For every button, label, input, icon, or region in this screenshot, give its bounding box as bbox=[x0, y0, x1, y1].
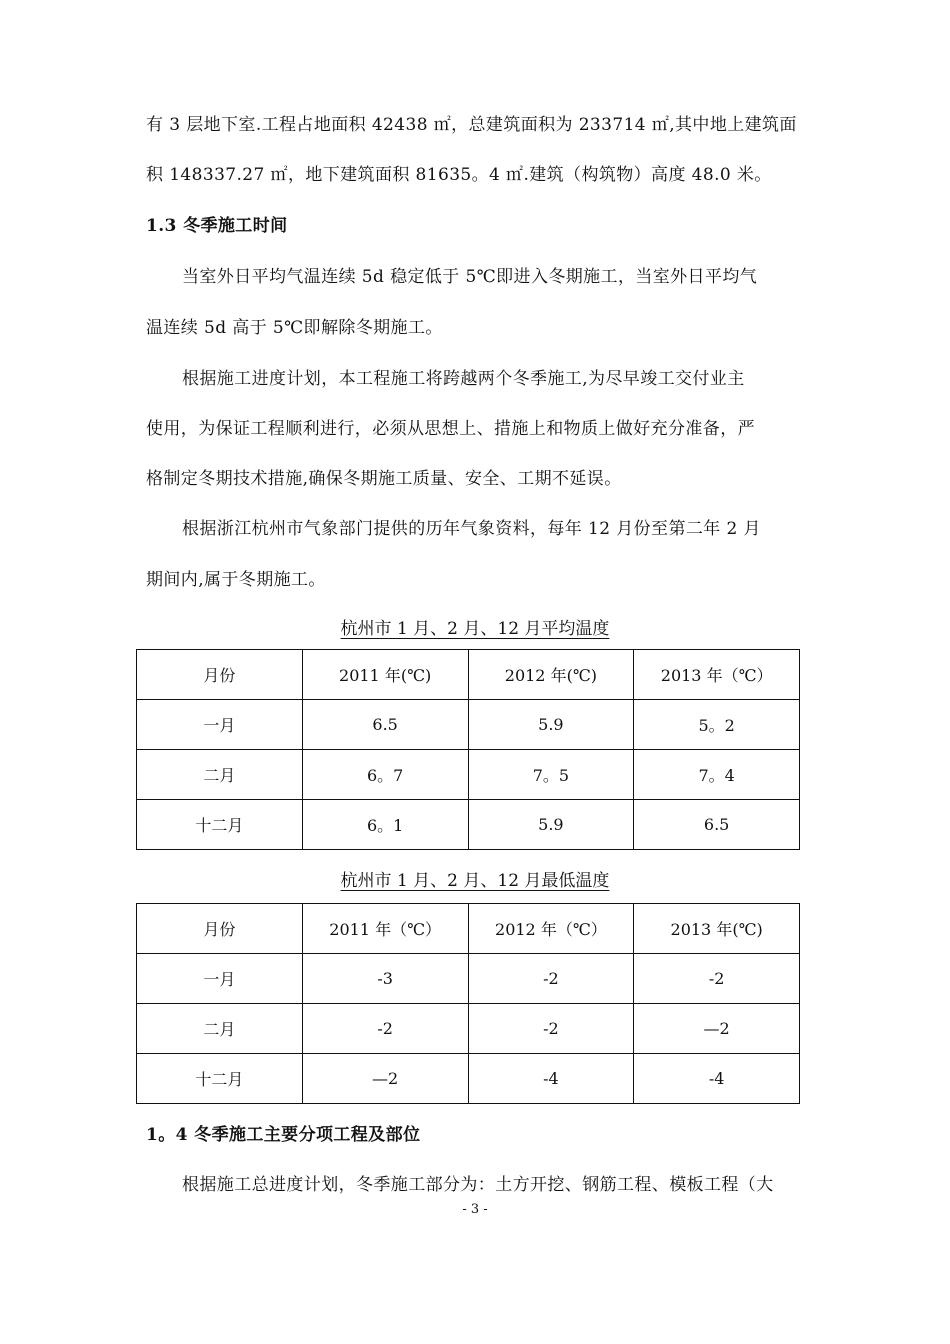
table-cell: -4 bbox=[634, 1054, 800, 1104]
table-cell: -2 bbox=[468, 954, 634, 1004]
body-text-line: 格制定冬期技术措施,确保冬期施工质量、安全、工期不延误。 bbox=[146, 469, 622, 489]
body-text-line: 当室外日平均气温连续 5d 稳定低于 5℃即进入冬期施工，当室外日平均气 bbox=[182, 267, 758, 287]
table-caption-text: 杭州市 1 月、2 月、12 月平均温度 bbox=[340, 619, 610, 639]
table-cell: -4 bbox=[468, 1054, 634, 1104]
table-cell: -2 bbox=[302, 1004, 468, 1054]
body-text-line: 使用，为保证工程顺利进行，必须从思想上、措施上和物质上做好充分准备，严 bbox=[146, 419, 755, 439]
table-cell: 6。7 bbox=[302, 750, 468, 800]
table-cell: 十二月 bbox=[137, 1054, 303, 1104]
table-caption-average bbox=[0, 614, 950, 639]
section-heading-1-4: 1。4 冬季施工主要分项工程及部位 bbox=[146, 1125, 421, 1145]
header-cell: 月份 bbox=[137, 904, 303, 954]
table-cell: -3 bbox=[302, 954, 468, 1004]
table-cell: -2 bbox=[468, 1004, 634, 1054]
table-cell: 7。4 bbox=[634, 750, 800, 800]
table-cell: 二月 bbox=[137, 750, 303, 800]
minimum-temperature-table bbox=[136, 903, 800, 1104]
body-text-line: 积 148337.27 ㎡，地下建筑面积 81635。4 ㎡.建筑（构筑物）高度 48.0 米。 bbox=[146, 165, 772, 185]
table-row bbox=[137, 750, 800, 800]
header-cell: 2013 年(℃) bbox=[634, 904, 800, 954]
header-cell: 月份 bbox=[137, 650, 303, 700]
table-row bbox=[137, 800, 800, 850]
body-text-line: 根据浙江杭州市气象部门提供的历年气象资料，每年 12 月份至第二年 2 月 bbox=[182, 519, 761, 539]
header-cell: 2011 年(℃) bbox=[302, 650, 468, 700]
table-header-row bbox=[137, 904, 800, 954]
table-row bbox=[137, 1054, 800, 1104]
table-cell: 一月 bbox=[137, 954, 303, 1004]
body-text-line: 温连续 5d 高于 5℃即解除冬期施工。 bbox=[146, 318, 443, 338]
section-heading-1-3: 1.3 冬季施工时间 bbox=[146, 216, 288, 236]
table-cell: -2 bbox=[634, 954, 800, 1004]
table-cell: 6。1 bbox=[302, 800, 468, 850]
table-cell: 5.9 bbox=[468, 800, 634, 850]
table-cell: 7。5 bbox=[468, 750, 634, 800]
table-row bbox=[137, 1004, 800, 1054]
body-text-line: 有 3 层地下室.工程占地面积 42438 ㎡，总建筑面积为 233714 ㎡,其中地上建筑面 bbox=[146, 115, 797, 135]
table-cell: 二月 bbox=[137, 1004, 303, 1054]
table-header-row bbox=[137, 650, 800, 700]
body-text-line: 期间内,属于冬期施工。 bbox=[146, 570, 326, 590]
header-cell: 2011 年（℃） bbox=[302, 904, 468, 954]
table-cell: —2 bbox=[634, 1004, 800, 1054]
header-cell: 2013 年（℃） bbox=[634, 650, 800, 700]
table-cell: 6.5 bbox=[634, 800, 800, 850]
body-text-line: 根据施工总进度计划，冬季施工部分为：土方开挖、钢筋工程、模板工程（大 bbox=[182, 1175, 774, 1195]
average-temperature-table bbox=[136, 649, 800, 850]
header-cell: 2012 年(℃) bbox=[468, 650, 634, 700]
page-number: - 3 - bbox=[462, 1202, 488, 1217]
table-cell: —2 bbox=[302, 1054, 468, 1104]
table-caption-minimum bbox=[0, 866, 950, 891]
header-cell: 2012 年（℃） bbox=[468, 904, 634, 954]
table-cell: 5.9 bbox=[468, 700, 634, 750]
table-caption-text: 杭州市 1 月、2 月、12 月最低温度 bbox=[340, 871, 610, 891]
table-cell: 6.5 bbox=[302, 700, 468, 750]
table-cell: 十二月 bbox=[137, 800, 303, 850]
body-text-line: 根据施工进度计划，本工程施工将跨越两个冬季施工,为尽早竣工交付业主 bbox=[182, 369, 745, 389]
table-cell: 一月 bbox=[137, 700, 303, 750]
table-cell: 5。2 bbox=[634, 700, 800, 750]
table-row bbox=[137, 700, 800, 750]
table-row bbox=[137, 954, 800, 1004]
